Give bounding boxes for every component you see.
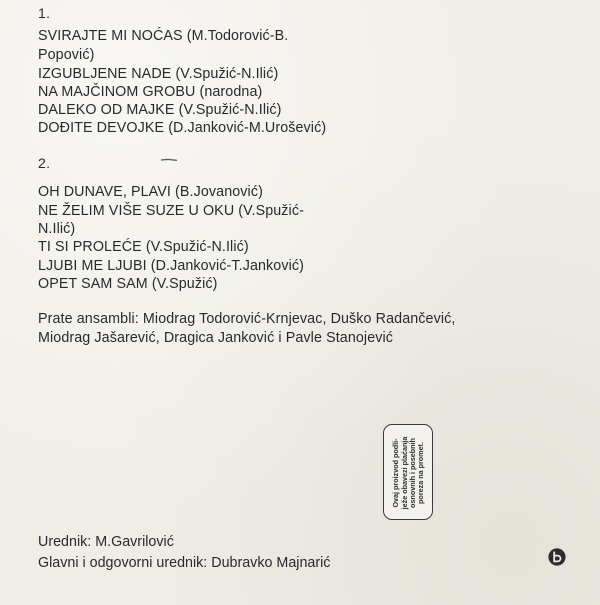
tax-stamp-line: poreza na promet. <box>416 442 426 504</box>
tax-stamp-text <box>384 425 434 521</box>
tax-stamp <box>383 424 433 520</box>
tax-stamp-line: Ovaj proizvod podli- <box>391 438 401 508</box>
tax-stamp-line: osnovnih i posebnih <box>408 438 417 508</box>
side-1-number: 1. <box>38 5 51 21</box>
ensemble-credits-line: Miodrag Jašarević, Dragica Janković i Pavle Stanojević <box>38 330 394 346</box>
ink-dash-mark <box>160 158 178 162</box>
chief-editor-credit: Glavni i odgovorni urednik: Dubravko Majnarić <box>38 555 331 571</box>
ensemble-credits-line: Prate ansambli: Miodrag Todorović-Krnjevac, Duško Radančević, <box>38 311 456 327</box>
side-2-track-line: NE ŽELIM VIŠE SUZE U OKU (V.Spužić- <box>38 203 304 219</box>
side-2-track-line: LJUBI ME LJUBI (D.Janković-T.Janković) <box>38 258 304 274</box>
side-2-track-line: OH DUNAVE, PLAVI (B.Jovanović) <box>38 184 263 200</box>
side-2-number: 2. <box>38 155 51 171</box>
editor-credit: Urednik: M.Gavrilović <box>38 534 174 550</box>
side-1-track-line: DALEKO OD MAJKE (V.Spužić-N.Ilić) <box>38 102 282 118</box>
side-2-track-line: N.Ilić) <box>38 221 76 237</box>
side-1-track-line: SVIRAJTE MI NOĆAS (M.Todorović-B. <box>38 28 289 44</box>
side-2-track-line: TI SI PROLEĆE (V.Spužić-N.Ilić) <box>38 239 249 255</box>
side-1-track-line: Popović) <box>38 47 95 63</box>
label-logo-icon <box>548 548 566 566</box>
side-2-track-line: OPET SAM SAM (V.Spužić) <box>38 276 218 292</box>
tax-stamp-line: ježe obavezi plaćanja <box>399 436 409 510</box>
side-1-track-line: DOĐITE DEVOJKE (D.Janković-M.Urošević) <box>38 120 327 136</box>
editorial-credits <box>38 532 330 574</box>
side-1-track-line: NA MAJČINOM GROBU (narodna) <box>38 84 263 100</box>
side-1-track-line: IZGUBLJENE NADE (V.Spužić-N.Ilić) <box>38 66 279 82</box>
